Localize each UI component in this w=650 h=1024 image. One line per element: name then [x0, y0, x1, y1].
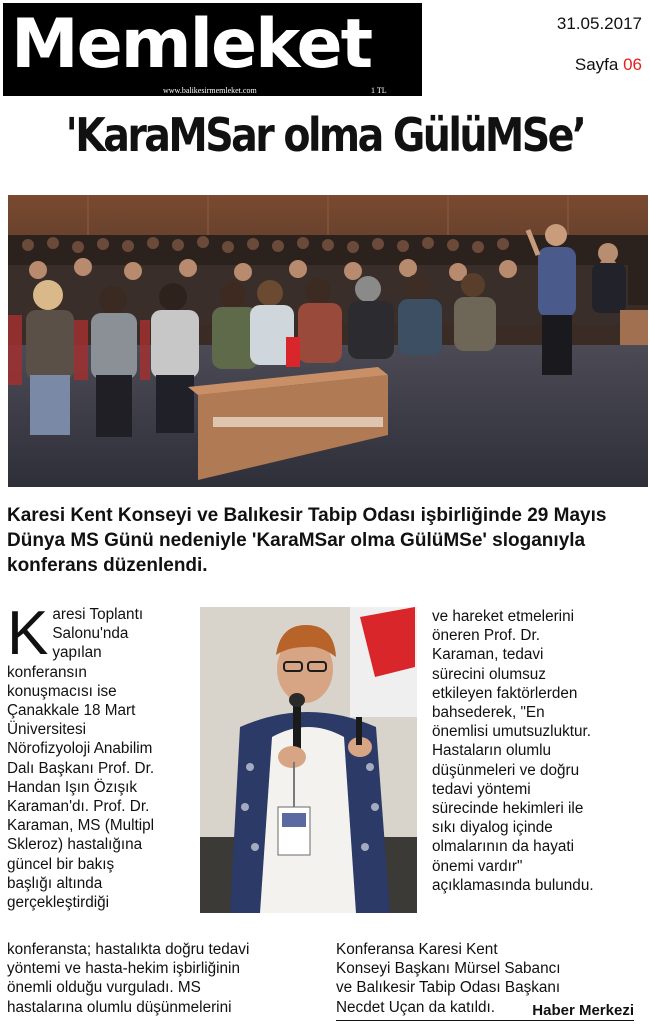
- bottom-right-line: ve Balıkesir Tabip Odası Başkanı: [336, 979, 561, 997]
- article-byline: Haber Merkezi: [532, 1002, 634, 1019]
- col1-line: konuşmacısı ise: [7, 682, 117, 700]
- col2-line: Karaman, tedavi: [432, 646, 544, 664]
- bottom-left-line: konferansta; hastalıkta doğru tedavi: [7, 941, 250, 958]
- page-indicator: [575, 55, 642, 75]
- bottom-left-line: önemli olduğu vurguladı. MS: [7, 979, 201, 997]
- masthead: [3, 3, 422, 96]
- col2-line: tedavi yöntemi: [432, 780, 531, 798]
- col1-line: Üniversitesi: [7, 721, 87, 739]
- col2-line: öneren Prof. Dr.: [432, 627, 540, 645]
- newspaper-logo: Memleket: [11, 5, 372, 84]
- col1-line: yapılan: [52, 644, 102, 662]
- col1-line: başlığı altında: [7, 874, 103, 892]
- article-bottom-left: [7, 940, 307, 1017]
- col2-line: açıklamasında bulundu.: [432, 876, 594, 894]
- bottom-left-line: hastalarına olumlu düşünmelerini: [7, 998, 232, 1016]
- col1-line: konferansın: [7, 663, 87, 681]
- masthead-url: www.balikesirmemleket.com: [163, 86, 257, 95]
- col2-line: olmalarının da hayati: [432, 838, 575, 856]
- masthead-price: 1 TL: [371, 86, 387, 95]
- col1-line: Nörofizyoloji Anabilim: [7, 740, 153, 758]
- col2-line: ve hareket etmelerini: [432, 608, 574, 625]
- col1-line: Karaman'dı. Prof. Dr.: [7, 798, 150, 816]
- col2-line: düşünmeleri ve doğru: [432, 761, 580, 779]
- bottom-right-line: Konseyi Başkanı Mürsel Sabancı: [336, 960, 561, 978]
- col1-line: aresi Toplantı: [52, 606, 144, 623]
- article-headline: 'KaraMSar olma GülüMSe’: [65, 108, 585, 162]
- col1-line: Skleroz) hastalığına: [7, 836, 143, 854]
- col2-line: Hastaların olumlu: [432, 742, 552, 760]
- col2-line: etkileyen faktörlerden: [432, 684, 578, 702]
- bottom-right-line: Konferansa Karesi Kent: [336, 941, 498, 958]
- bottom-left-line: yöntemi ve hasta-hekim işbirliğinin: [7, 960, 240, 978]
- col2-line: sıkı diyalog içinde: [432, 819, 553, 837]
- page-label: Sayfa: [574, 55, 619, 74]
- byline-rule: [336, 1020, 634, 1021]
- col2-line: sürecini olumsuz: [432, 665, 546, 683]
- col1-line: Karaman, MS (Multipl: [7, 817, 155, 835]
- col1-line: gerçekleştirdiği: [7, 894, 110, 912]
- speaker-photo: [200, 607, 417, 913]
- conference-audience-photo: [8, 195, 648, 487]
- article-column-right: [432, 607, 646, 895]
- col1-line: güncel bir bakış: [7, 855, 115, 873]
- col2-line: önemlisi umutsuzluktur.: [432, 723, 591, 741]
- article-lead: Karesi Kent Konseyi ve Balıkesir Tabip Odası işbirliğinde 29 Mayıs Dünya MS Günü nedeniyle 'KaraMSar olma GülüMSe' sloganıyla konferans düzenlendi.: [7, 505, 607, 576]
- col2-line: sürecinde hekimleri ile: [432, 800, 584, 818]
- bottom-right-line: Necdet Uçan da katıldı.: [336, 998, 496, 1016]
- col2-line: önemi vardır": [432, 857, 523, 875]
- col1-line: Handan Işın Özışık: [7, 778, 138, 796]
- publication-date: 31.05.2017: [556, 14, 642, 33]
- article-column-left: [7, 599, 197, 912]
- col1-line: Çanakkale 18 Mart: [7, 702, 136, 720]
- page-number: 06: [623, 55, 642, 74]
- col1-line: Salonu'nda: [52, 625, 129, 643]
- dropcap: K: [7, 599, 49, 668]
- col2-line: bahsederek, "En: [432, 704, 545, 722]
- col1-line: Dalı Başkanı Prof. Dr.: [7, 759, 155, 777]
